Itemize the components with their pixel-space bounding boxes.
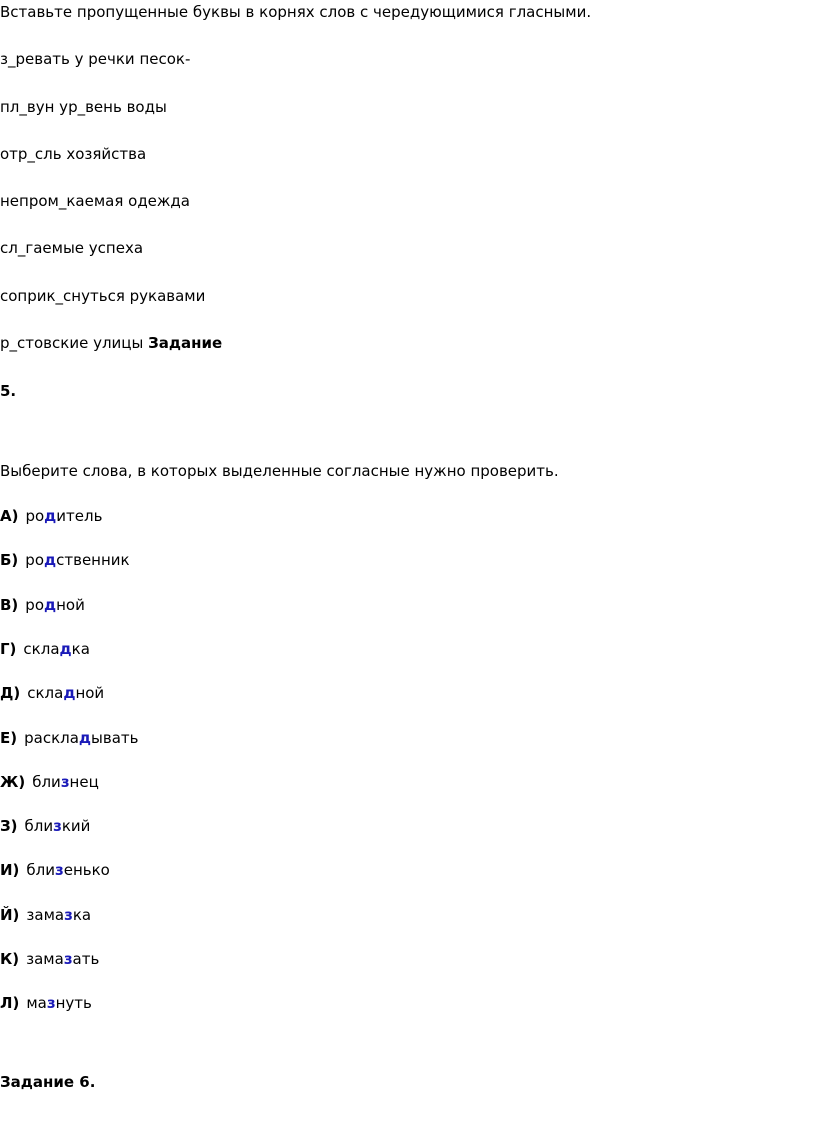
task5-option-row — [0, 728, 139, 748]
task5-instruction: Выберите слова, в которых выделенные согласные нужно проверить. — [0, 462, 559, 480]
highlighted-consonant: д — [59, 640, 72, 658]
option-word-end: итель — [56, 507, 103, 525]
option-word-start: раскла — [24, 729, 79, 747]
task4-item-1: з_ревать у речки песок- — [0, 50, 191, 68]
task4-item-7-row — [0, 333, 222, 353]
option-word-start: зама — [26, 950, 64, 968]
option-word-end: ной — [75, 684, 105, 702]
option-word-end: ать — [72, 950, 100, 968]
option-label: И) — [0, 861, 20, 879]
highlighted-consonant: з — [64, 906, 73, 924]
option-word-end: ственник — [56, 551, 130, 569]
highlighted-consonant: д — [44, 596, 57, 614]
task5-heading-part2: 5. — [0, 382, 17, 400]
task5-option-row — [0, 550, 130, 570]
option-label: Д) — [0, 684, 21, 702]
option-word-end: нец — [69, 773, 99, 791]
task5-option-row — [0, 772, 99, 792]
highlighted-consonant: з — [53, 817, 62, 835]
task4-item-6: соприк_снуться рукавами — [0, 287, 206, 305]
option-word-start: ро — [25, 596, 44, 614]
option-label: В) — [0, 596, 19, 614]
task6-heading: Задание 6. — [0, 1073, 96, 1091]
option-label: Г) — [0, 640, 17, 658]
option-word-end: нуть — [55, 994, 92, 1012]
task5-option-row — [0, 949, 99, 969]
highlighted-consonant: д — [63, 684, 76, 702]
option-word-end: кий — [61, 817, 91, 835]
option-label: Ж) — [0, 773, 26, 791]
option-word-start: зама — [26, 906, 65, 924]
highlighted-consonant: з — [55, 861, 64, 879]
task5-option-row — [0, 993, 92, 1013]
highlighted-consonant: з — [46, 994, 56, 1012]
task5-option-row — [0, 860, 110, 880]
option-word-start: ро — [25, 507, 45, 525]
highlighted-consonant: д — [44, 551, 57, 569]
option-word-end: енько — [63, 861, 110, 879]
highlighted-consonant: д — [78, 729, 92, 747]
task4-item-7: р_стовские улицы — [0, 334, 144, 352]
task4-instruction: Вставьте пропущенные буквы в корнях слов с чередующимися гласными. — [0, 3, 592, 21]
option-label: А) — [0, 507, 19, 525]
option-label: Б) — [0, 551, 19, 569]
option-word-end: ной — [56, 596, 85, 614]
option-word-end: ка — [71, 640, 90, 658]
option-word-start: скла — [27, 684, 64, 702]
task5-option-row — [0, 683, 104, 703]
task4-item-2: пл_вун ур_вень воды — [0, 98, 167, 116]
option-word-end: ывать — [91, 729, 139, 747]
option-word-start: ма — [26, 994, 47, 1012]
option-word-start: ро — [25, 551, 44, 569]
option-label: Е) — [0, 729, 18, 747]
task4-item-5: сл_гаемые успеха — [0, 239, 144, 257]
option-word-start: скла — [23, 640, 60, 658]
option-label: З) — [0, 817, 18, 835]
highlighted-consonant: з — [63, 950, 73, 968]
option-word-start: бли — [24, 817, 54, 835]
option-word-end: ка — [72, 906, 92, 924]
highlighted-consonant: з — [60, 773, 70, 791]
option-label: Л) — [0, 994, 20, 1012]
task5-option-row — [0, 639, 90, 659]
task5-option-row — [0, 816, 90, 836]
task4-item-3: отр_сль хозяйства — [0, 145, 147, 163]
option-word-start: бли — [32, 773, 61, 791]
task5-option-row — [0, 506, 102, 526]
option-label: Й) — [0, 906, 20, 924]
highlighted-consonant: д — [44, 507, 57, 525]
task5-option-row — [0, 595, 85, 615]
option-word-start: бли — [26, 861, 56, 879]
task4-item-4: непром_каемая одежда — [0, 192, 190, 210]
task5-heading-part1: Задание — [148, 334, 223, 352]
option-label: К) — [0, 950, 20, 968]
task5-option-row — [0, 905, 91, 925]
